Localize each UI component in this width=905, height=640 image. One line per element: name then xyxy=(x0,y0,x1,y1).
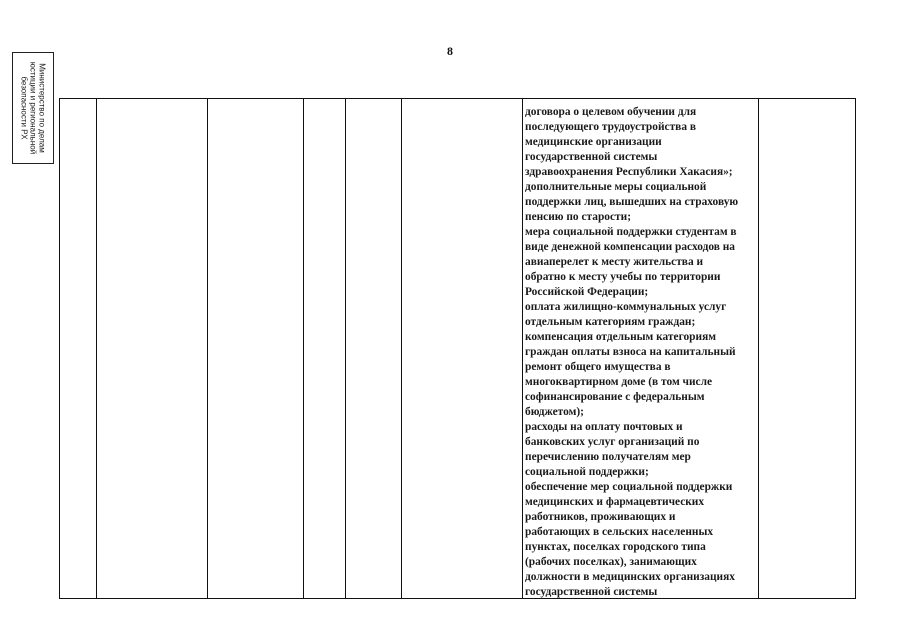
cell-text-line: Российской Федерации; xyxy=(525,286,649,298)
cell-text-line: медицинских и фармацевтических xyxy=(525,496,705,508)
registration-stamp xyxy=(12,52,54,164)
cell-text-line: последующего трудоустройства в xyxy=(525,121,697,133)
page-number: 8 xyxy=(447,44,453,58)
table-column-2 xyxy=(97,99,208,598)
cell-text-line: компенсация отдельным категориям xyxy=(525,331,716,343)
table-column-5 xyxy=(346,99,402,598)
cell-text-line: мера социальной поддержки студентам в xyxy=(525,226,737,238)
cell-text-line: софинансирование с федеральным xyxy=(525,391,705,403)
cell-text-line: социальной поддержки; xyxy=(525,466,649,478)
cell-text-line: многоквартирном доме (в том числе xyxy=(525,376,713,388)
table-column-1 xyxy=(60,99,97,598)
cell-text-line: перечислению получателям мер xyxy=(525,451,691,463)
cell-text-line: работников, проживающих и xyxy=(525,511,676,523)
table-column-4 xyxy=(304,99,346,598)
cell-text-line: банковских услуг организаций по xyxy=(525,436,700,448)
cell-text-line: расходы на оплату почтовых и xyxy=(525,421,683,433)
cell-text-line: государственной системы xyxy=(525,151,658,163)
cell-text-line: здравоохранения Республики Хакасия»; xyxy=(525,166,733,178)
cell-text-line: (рабочих поселках), занимающих xyxy=(525,556,697,568)
stamp-text: Министерство по делам юстиции и региональной безопасности РХ xyxy=(19,61,47,155)
cell-text-line: обратно к месту учебы по территории xyxy=(525,271,721,283)
cell-text-line: дополнительные меры социальной xyxy=(525,181,707,193)
table-cell-text xyxy=(525,105,757,600)
table-column-3 xyxy=(208,99,304,598)
cell-text-line: граждан оплаты взноса на капитальный xyxy=(525,346,736,358)
document-table xyxy=(59,98,856,599)
cell-text-line: бюджетом); xyxy=(525,406,584,418)
cell-text-line: оплата жилищно-коммунальных услуг xyxy=(525,301,727,313)
cell-text-line: поддержки лиц, вышедших на страховую xyxy=(525,196,739,208)
cell-text-line: должности в медицинских организациях xyxy=(525,571,735,583)
cell-text-line: государственной системы xyxy=(525,586,658,598)
cell-text-line: обеспечение мер социальной поддержки xyxy=(525,481,733,493)
cell-text-line: авиаперелет к месту жительства и xyxy=(525,256,704,268)
cell-text-line: пенсию по старости; xyxy=(525,211,631,223)
cell-text-line: договора о целевом обучении для xyxy=(525,106,697,118)
cell-text-line: виде денежной компенсации расходов на xyxy=(525,241,735,253)
cell-text-line: медицинские организации xyxy=(525,136,662,148)
cell-text-line: пунктах, поселках городского типа xyxy=(525,541,706,553)
cell-text-line: ремонт общего имущества в xyxy=(525,361,671,373)
table-column-6 xyxy=(402,99,523,598)
cell-text-line: работающих в сельских населенных xyxy=(525,526,714,538)
cell-text-line: отдельным категориям граждан; xyxy=(525,316,696,328)
